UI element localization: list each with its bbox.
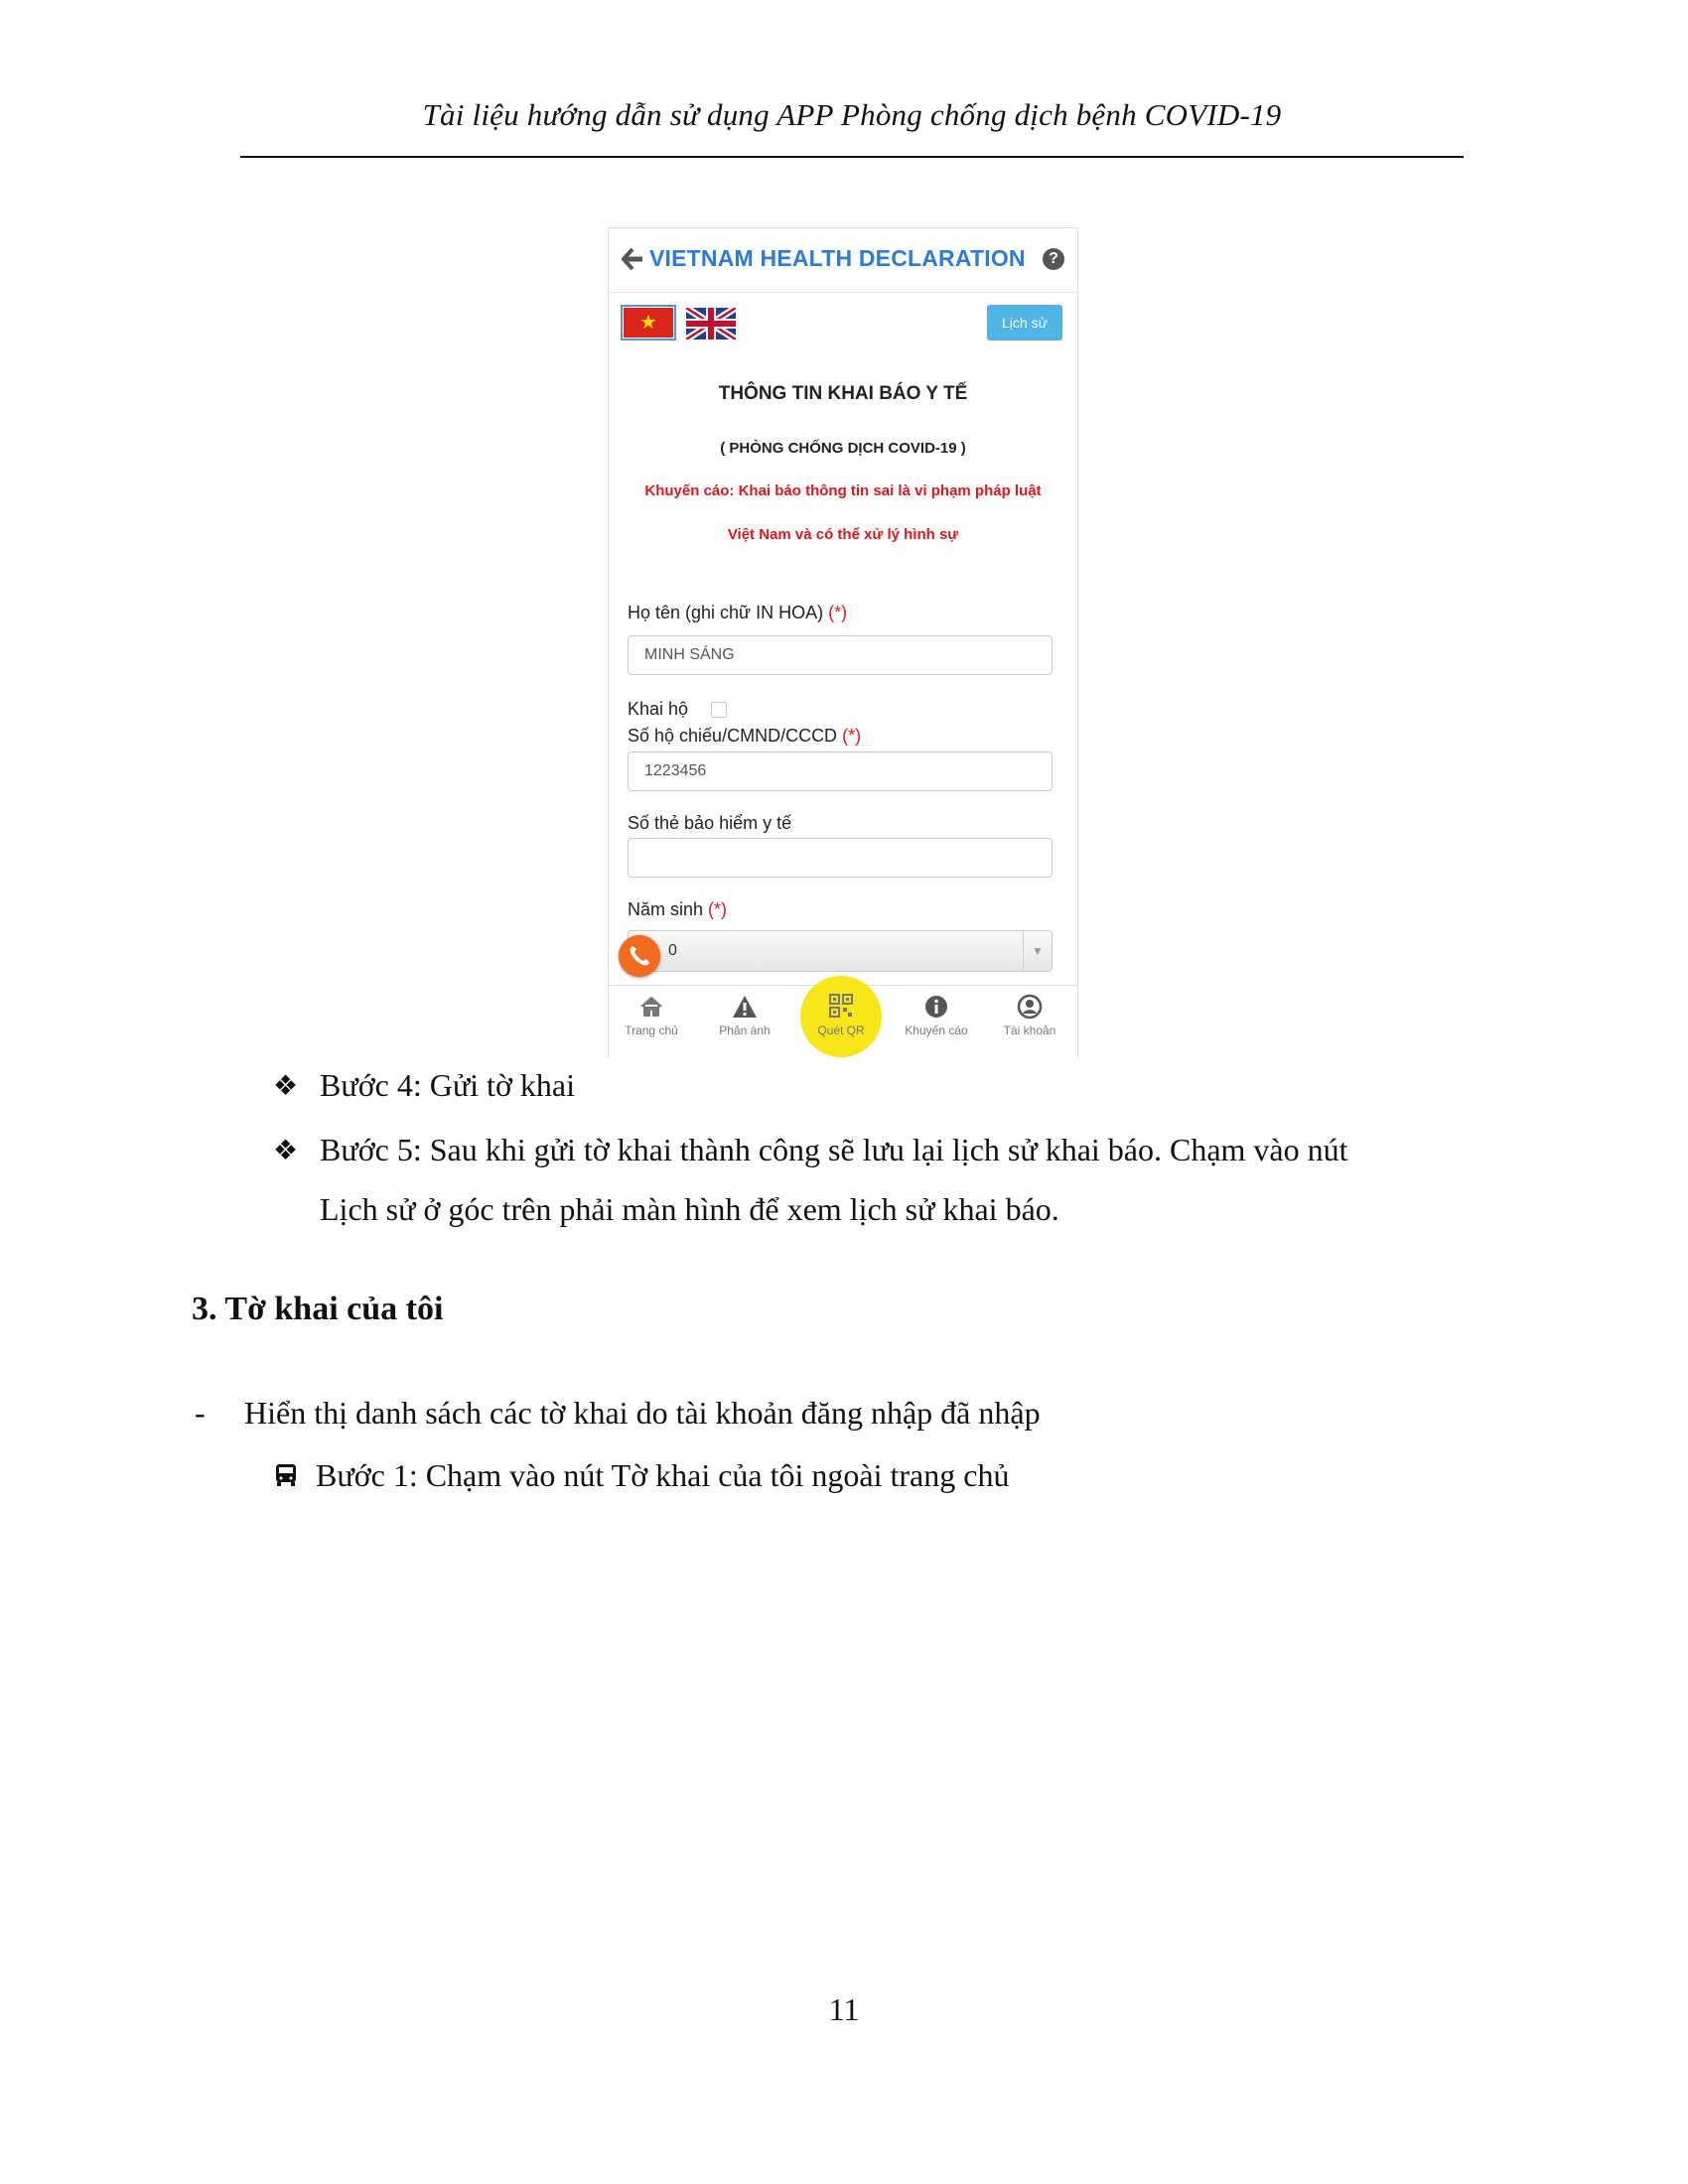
vietnam-flag-icon[interactable]: ★ (624, 308, 673, 338)
dropdown-arrow-icon: ▼ (1023, 931, 1052, 971)
required-mark: (*) (828, 603, 848, 622)
required-mark: (*) (708, 899, 728, 919)
history-button[interactable]: Lịch sử (987, 305, 1062, 341)
user-account-icon (1017, 994, 1043, 1020)
info-icon (923, 994, 949, 1020)
list-dash: - (195, 1395, 206, 1431)
full-name-input[interactable]: MINH SÁNG (628, 635, 1053, 675)
insurance-label: Số thẻ bảo hiểm y tế (628, 813, 792, 833)
back-arrow-icon[interactable] (621, 245, 644, 273)
birth-year-label-text: Năm sinh (628, 899, 704, 919)
birth-year-label (628, 899, 727, 920)
header-divider (240, 156, 1464, 158)
nav-scan-qr-label: Quét QR (817, 1024, 865, 1037)
warning-text-line1: Khuyến cáo: Khai báo thông tin sai là vi phạm pháp luật (644, 482, 1042, 499)
bottom-navigation (609, 985, 1077, 1058)
app-screenshot (608, 227, 1078, 1058)
nav-advice[interactable] (897, 994, 976, 1037)
passport-label (628, 726, 861, 747)
proxy-label: Khai hộ (628, 699, 689, 719)
uk-flag-icon[interactable] (686, 308, 736, 340)
required-mark: (*) (842, 726, 862, 746)
phone-call-icon[interactable] (619, 935, 660, 977)
step5-text-line1: Bước 5: Sau khi gửi tờ khai thành công sẽ lưu lại lịch sử khai báo. Chạm vào nút (320, 1132, 1348, 1167)
nav-report[interactable] (705, 994, 784, 1037)
app-bar (609, 228, 1077, 293)
nav-account-label: Tài khoản (1003, 1024, 1056, 1037)
birth-year-select[interactable] (628, 930, 1053, 972)
section-heading: 3. Tờ khai của tôi (192, 1291, 444, 1327)
help-icon[interactable]: ? (1043, 248, 1064, 270)
insurance-input[interactable] (628, 838, 1053, 878)
description-text: Hiển thị danh sách các tờ khai do tài khoản đăng nhập đã nhập (244, 1395, 1041, 1431)
bus-icon (274, 1462, 298, 1488)
nav-home[interactable] (612, 994, 691, 1037)
step5-text-line2: Lịch sử ở góc trên phải màn hình để xem lịch sử khai báo. (320, 1191, 1059, 1227)
step1-text: Bước 1: Chạm vào nút Tờ khai của tôi ngoài trang chủ (316, 1457, 1010, 1493)
page-number: 11 (828, 1991, 860, 2027)
passport-input[interactable]: 1223456 (628, 751, 1053, 791)
nav-advice-label: Khuyến cáo (905, 1024, 968, 1037)
app-title: VIETNAM HEALTH DECLARATION (649, 245, 1026, 271)
nav-account[interactable] (990, 994, 1069, 1037)
proxy-checkbox[interactable] (711, 702, 727, 718)
form-title: THÔNG TIN KHAI BÁO Y TẾ (718, 383, 968, 404)
birth-year-value: 0 (668, 942, 677, 959)
nav-home-label: Trang chủ (625, 1024, 678, 1037)
full-name-label-text: Họ tên (ghi chữ IN HOA) (628, 603, 824, 622)
bullet-diamond-icon: ❖ (273, 1071, 299, 1102)
qr-code-icon (828, 993, 854, 1019)
warning-icon (732, 994, 758, 1020)
warning-text-line2: Việt Nam và có thể xử lý hình sự (727, 526, 959, 543)
nav-scan-qr[interactable] (800, 976, 882, 1057)
full-name-label (628, 603, 847, 623)
bullet-diamond-icon: ❖ (273, 1136, 299, 1166)
home-icon (638, 994, 664, 1020)
nav-report-label: Phản ánh (719, 1024, 771, 1037)
step4-text: Bước 4: Gửi tờ khai (320, 1067, 575, 1103)
passport-label-text: Số hộ chiếu/CMND/CCCD (628, 726, 838, 746)
form-subtitle: ( PHÒNG CHỐNG DỊCH COVID-19 ) (720, 440, 966, 457)
document-header: Tài liệu hướng dẫn sử dụng APP Phòng chống dịch bệnh COVID-19 (422, 97, 1282, 132)
